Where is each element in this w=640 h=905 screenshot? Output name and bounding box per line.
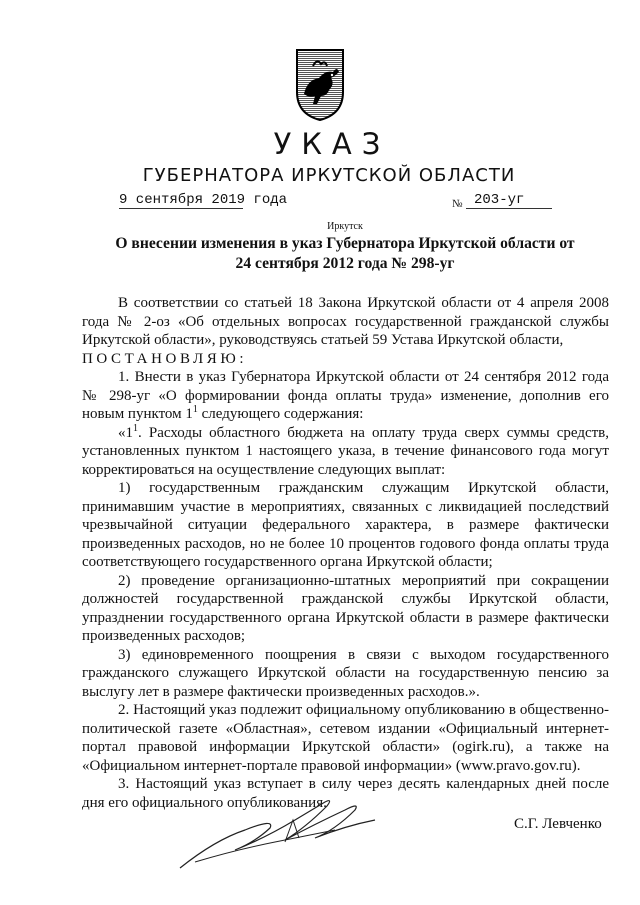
heading-line-1: О внесении изменения в указ Губернатора Иркутской области от	[115, 235, 575, 252]
signer-name: С.Г. Левченко	[514, 816, 602, 832]
decree-word: ПОСТАНОВЛЯЮ:	[82, 350, 248, 367]
document-type-title: УКАЗ	[273, 127, 391, 161]
preamble-paragraph: В соответствии со статьей 18 Закона Иркутской области от 4 апреля 2008 года № 2-оз «Об отдельных вопросах государственной гражданской службы Иркутской области», руководствуясь статьей 59 Устава Иркутской области,	[82, 295, 609, 348]
quoted-paragraph-text: . Расходы областного бюджета на оплату труда сверх суммы средств, установленных пунктом 1 настоящего указа, в течение финансового года могут корректироваться на осуществление следующих выплат:	[82, 424, 609, 478]
handwritten-signature	[175, 780, 385, 875]
paragraph-3: 3. Настоящий указ вступает в силу через десять календарных дней после дня его официального опубликования.	[82, 776, 609, 811]
document-heading	[80, 234, 610, 274]
paragraph-1-text: 1. Внести в указ Губернатора Иркутской области от 24 сентября 2012 года № 298-уг «О формировании фонда оплаты труда» изменение, дополнив его новым пунктом 1	[82, 369, 609, 422]
quoted-paragraph-superscript: 1	[133, 422, 138, 434]
list-item-3: 3) единовременного поощрения в связи с выходом государственного гражданского служащего Иркутской области на государственную пенсию за выслугу лет в размере фактически произведенных расходов.».	[82, 646, 609, 700]
city-label: Иркутск	[327, 221, 363, 232]
number-label: №	[452, 198, 463, 210]
document-body	[82, 294, 609, 812]
paragraph-1	[82, 368, 609, 424]
list-item-1: 1) государственным гражданским служащим Иркутской области, принимавшим участие в мероприятиях, связанных с ликвидацией последствий чрезвычайной ситуации федерального характера, в размере фактически произведенных расходов, но не более 10 процентов годового фонда оплаты труда соответствующего государственного органа Иркутской области;	[82, 480, 609, 570]
quoted-paragraph	[82, 424, 609, 480]
paragraph-1-tail: следующего содержания:	[197, 406, 364, 422]
coat-of-arms-icon	[291, 44, 349, 122]
issuer-title: ГУБЕРНАТОРА ИРКУТСКОЙ ОБЛАСТИ	[142, 165, 516, 186]
heading-line-2: 24 сентября 2012 года № 298-уг	[235, 255, 455, 272]
document-date: 9 сентября 2019 года	[119, 192, 288, 208]
paragraph-1-superscript: 1	[192, 404, 198, 415]
quoted-paragraph-lead: «1	[118, 424, 133, 441]
paragraph-2: 2. Настоящий указ подлежит официальному опубликованию в общественно-политической газете «Областная», сетевом издании «Официальный интернет-портал правовой информации Иркутской области» (ogirk.ru), а также на «Официальном интернет-портале правовой информации» (www.pravo.gov.ru).	[82, 702, 609, 774]
list-item-2: 2) проведение организационно-штатных мероприятий при сокращении должностей государственной гражданской службы Иркутской области, упразднении государственного органа Иркутской области в размере фактически произведенных расходов;	[82, 572, 609, 644]
document-number: 203-уг	[466, 192, 552, 209]
